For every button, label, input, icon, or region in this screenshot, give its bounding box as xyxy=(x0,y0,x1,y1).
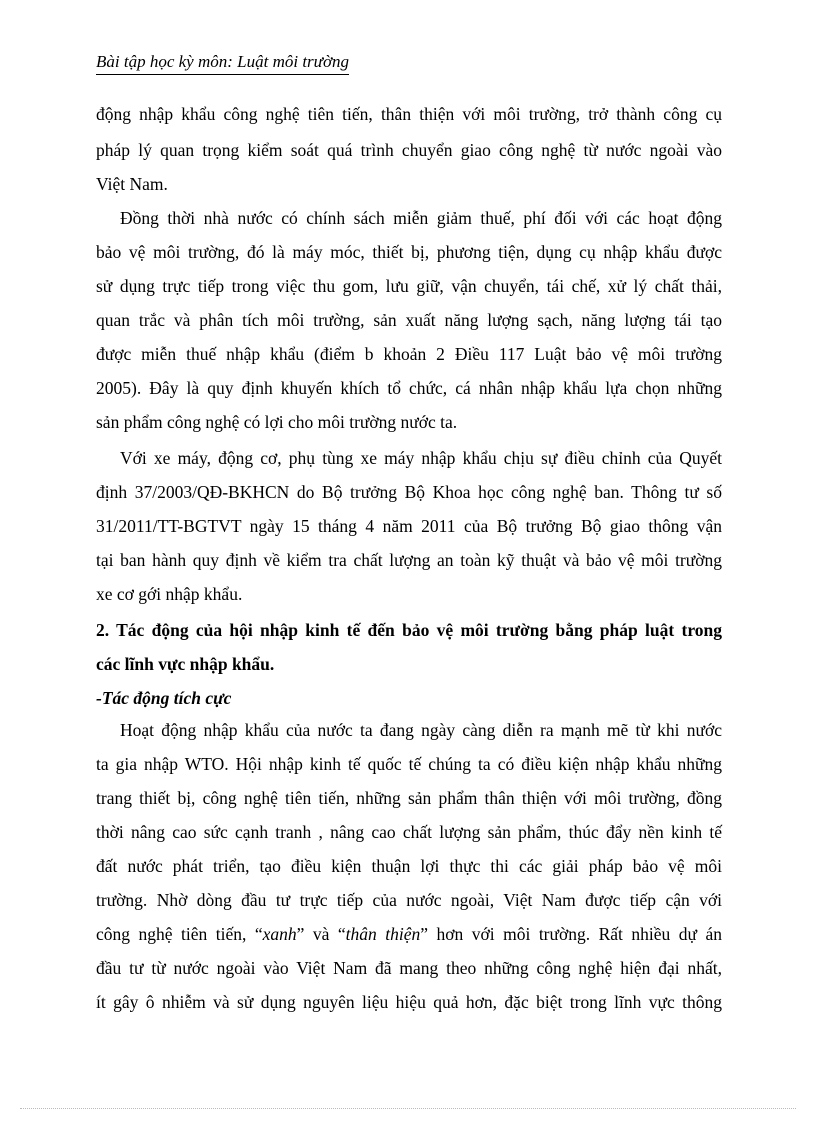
paragraph-line: Việt Nam. xyxy=(96,174,168,194)
paragraph-line: Đồng thời nhà nước có chính sách miễn giảm thuế, phí đối với các hoạt động xyxy=(120,208,722,228)
paragraph-line: bảo vệ môi trường, đó là máy móc, thiết bị, phương tiện, dụng cụ nhập khẩu được xyxy=(96,242,722,262)
paragraph-line: 31/2011/TT-BGTVT ngày 15 tháng 4 năm 2011 của Bộ trưởng Bộ giao thông vận xyxy=(96,516,722,536)
section-heading: 2. Tác động của hội nhập kinh tế đến bảo vệ môi trường bằng pháp luật trong xyxy=(96,620,722,640)
paragraph-line: đất nước phát triển, tạo điều kiện thuận lợi thực thi các giải pháp bảo vệ môi xyxy=(96,856,722,876)
paragraph-line: trang thiết bị, công nghệ tiên tiến, những sản phẩm thân thiện với môi trường, đồng xyxy=(96,788,722,808)
subheading: -Tác động tích cực xyxy=(96,688,232,708)
paragraph-line: thời nâng cao sức cạnh tranh , nâng cao chất lượng sản phẩm, thúc đẩy nền kinh tế xyxy=(96,822,722,842)
paragraph-line: pháp lý quan trọng kiểm soát quá trình chuyển giao công nghệ từ nước ngoài vào xyxy=(96,140,722,160)
text-run: ” hơn với môi trường. Rất nhiều dự án xyxy=(420,924,722,944)
paragraph-line: được miễn thuế nhập khẩu (điểm b khoản 2 Điều 117 Luật bảo vệ môi trường xyxy=(96,344,722,364)
paragraph-line: 2005). Đây là quy định khuyến khích tổ chức, cá nhân nhập khẩu lựa chọn những xyxy=(96,378,722,398)
paragraph-line: ít gây ô nhiễm và sử dụng nguyên liệu hiệu quả hơn, đặc biệt trong lĩnh vực thông xyxy=(96,992,722,1012)
paragraph-line: xe cơ gới nhập khẩu. xyxy=(96,584,243,604)
text-run: ” và “ xyxy=(296,924,346,944)
emphasis-text: thân thiện xyxy=(345,924,421,944)
paragraph-line: định 37/2003/QĐ-BKHCN do Bộ trưởng Bộ Khoa học công nghệ ban. Thông tư số xyxy=(96,482,722,502)
paragraph-line: Với xe máy, động cơ, phụ tùng xe máy nhập khẩu chịu sự điều chỉnh của Quyết xyxy=(120,448,722,468)
paragraph-line: động nhập khẩu công nghệ tiên tiến, thân thiện với môi trường, trở thành công cụ xyxy=(96,104,722,124)
paragraph-line: sản phẩm công nghệ có lợi cho môi trường nước ta. xyxy=(96,412,458,432)
page-footer-rule xyxy=(20,1108,796,1109)
paragraph-line: tại ban hành quy định về kiểm tra chất lượng an toàn kỹ thuật và bảo vệ môi trường xyxy=(96,550,722,570)
paragraph-line xyxy=(96,924,722,944)
section-heading: các lĩnh vực nhập khẩu. xyxy=(96,654,275,674)
text-run: công nghệ tiên tiến, “ xyxy=(96,924,263,944)
page-header: Bài tập học kỳ môn: Luật môi trường xyxy=(96,52,349,75)
paragraph-line: sử dụng trực tiếp trong việc thu gom, lưu giữ, vận chuyển, tái chế, xử lý chất thải, xyxy=(96,276,722,296)
paragraph-line: đầu tư từ nước ngoài vào Việt Nam đã mang theo những công nghệ hiện đại nhất, xyxy=(96,958,722,978)
paragraph-line: Hoạt động nhập khẩu của nước ta đang ngày càng diễn ra mạnh mẽ từ khi nước xyxy=(120,720,722,740)
paragraph-line: trường. Nhờ dòng đầu tư trực tiếp của nước ngoài, Việt Nam được tiếp cận với xyxy=(96,890,722,910)
emphasis-text: xanh xyxy=(262,924,297,944)
paragraph-line: quan trắc và phân tích môi trường, sản xuất năng lượng sạch, năng lượng tái tạo xyxy=(96,310,722,330)
paragraph-line: ta gia nhập WTO. Hội nhập kinh tế quốc tế chúng ta có điều kiện nhập khẩu những xyxy=(96,754,722,774)
